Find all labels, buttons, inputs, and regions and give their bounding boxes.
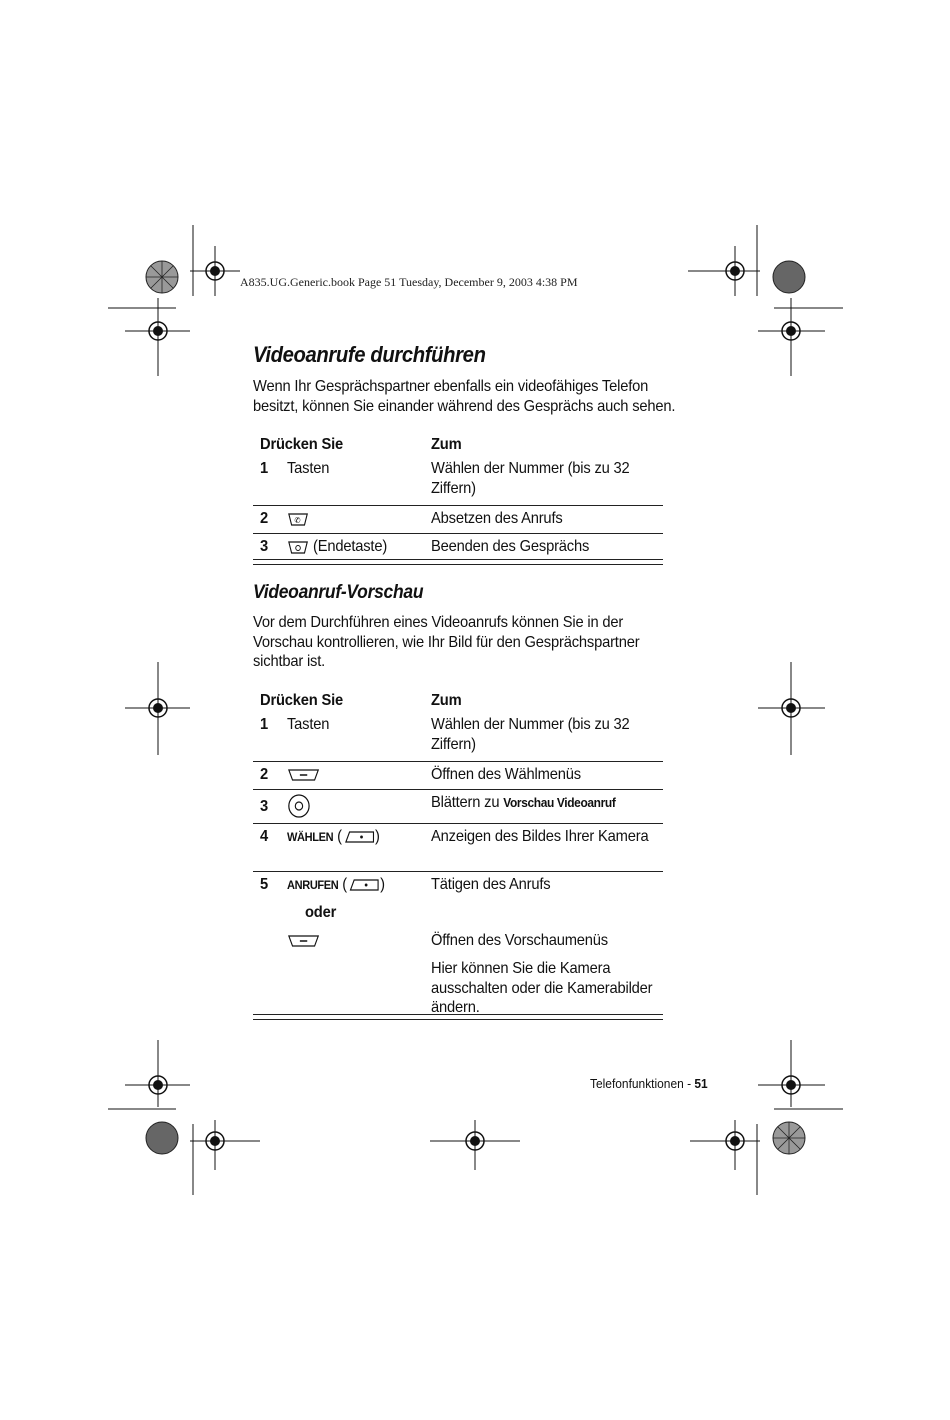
- page-number: 51: [694, 1076, 708, 1091]
- table-end-rule: [253, 1014, 663, 1020]
- softkey-label: ANRUFEN: [287, 878, 339, 892]
- step-action: Anzeigen des Bildes Ihrer Kamera: [431, 828, 649, 845]
- page-footer: [590, 1076, 708, 1091]
- step-action: Öffnen des Wählmenüs: [431, 766, 581, 783]
- step-number: 3: [260, 798, 269, 815]
- table-row: [253, 956, 663, 1018]
- table-header: [253, 435, 663, 459]
- section-intro: Wenn Ihr Gesprächspartner ebenfalls ein videofähiges Telefon besitzt, können Sie einander während des Gesprächs auch sehen.: [253, 378, 676, 415]
- send-key-icon: [287, 509, 309, 529]
- step-number: 3: [260, 538, 269, 555]
- menu-item-name: Vorschau Videoanruf: [503, 795, 616, 810]
- step-press: Tasten: [287, 716, 330, 733]
- instruction-table: [253, 691, 663, 1018]
- footer-section: Telefonfunktionen -: [590, 1076, 695, 1091]
- step-press: ANRUFEN ( ): [287, 876, 385, 893]
- step-note: Hier können Sie die Kamera ausschalten oder die Kamerabilder ändern.: [431, 960, 653, 1016]
- or-label: oder: [305, 904, 337, 921]
- step-press: WÄHLEN ( ): [287, 828, 380, 845]
- step-number: 4: [260, 828, 269, 845]
- table-row: [253, 824, 663, 872]
- section-title: Videoanrufe durchführen: [253, 342, 486, 367]
- step-action: Wählen der Nummer (bis zu 32 Ziffern): [431, 460, 630, 497]
- softkey-label: WÄHLEN: [287, 830, 334, 844]
- table-row: [253, 506, 663, 534]
- table-row: [253, 762, 663, 790]
- table-row: [253, 534, 663, 561]
- column-press-header: Drücken Sie: [260, 692, 344, 709]
- instruction-table: [253, 435, 663, 561]
- step-press: Tasten: [287, 460, 330, 477]
- menu-key-icon: [287, 931, 320, 951]
- table-header: [253, 691, 663, 715]
- action-prefix: Blättern zu: [431, 794, 500, 811]
- step-action: Absetzen des Anrufs: [431, 510, 563, 527]
- right-softkey-icon: [347, 877, 380, 893]
- step-action: Öffnen des Vorschaumenüs: [431, 932, 608, 949]
- step-number: 1: [260, 716, 269, 733]
- table-row: [253, 715, 663, 762]
- column-to-header: Zum: [431, 692, 462, 709]
- nav-key-icon: [287, 793, 311, 819]
- step-number: 1: [260, 460, 269, 477]
- right-softkey-icon: [342, 829, 375, 845]
- menu-key-icon: [287, 765, 320, 785]
- step-action: Tätigen des Anrufs: [431, 876, 551, 893]
- table-end-rule: [253, 559, 663, 565]
- end-key-icon: [287, 539, 309, 555]
- table-row: [253, 459, 663, 506]
- step-number: 2: [260, 766, 269, 783]
- print-header: A835.UG.Generic.book Page 51 Tuesday, December 9, 2003 4:38 PM: [240, 275, 578, 289]
- step-action: [431, 793, 656, 813]
- table-row: [253, 928, 663, 956]
- step-number: 2: [260, 510, 269, 527]
- table-row: [253, 872, 663, 928]
- step-press: [287, 537, 387, 557]
- step-number: 5: [260, 876, 269, 893]
- end-key-label: (Endetaste): [312, 538, 388, 555]
- column-press-header: Drücken Sie: [260, 436, 344, 453]
- subsection-intro: Vor dem Durchführen eines Videoanrufs können Sie in der Vorschau kontrollieren, wie Ihr Bild für den Gesprächspartner sichtbar ist.: [253, 614, 640, 670]
- subsection-title: Videoanruf-Vorschau: [253, 582, 424, 603]
- column-to-header: Zum: [431, 436, 462, 453]
- svg-text:✆: ✆: [294, 515, 301, 525]
- step-action: Beenden des Gesprächs: [431, 538, 590, 555]
- step-action: Wählen der Nummer (bis zu 32 Ziffern): [431, 716, 630, 753]
- table-row: [253, 790, 663, 824]
